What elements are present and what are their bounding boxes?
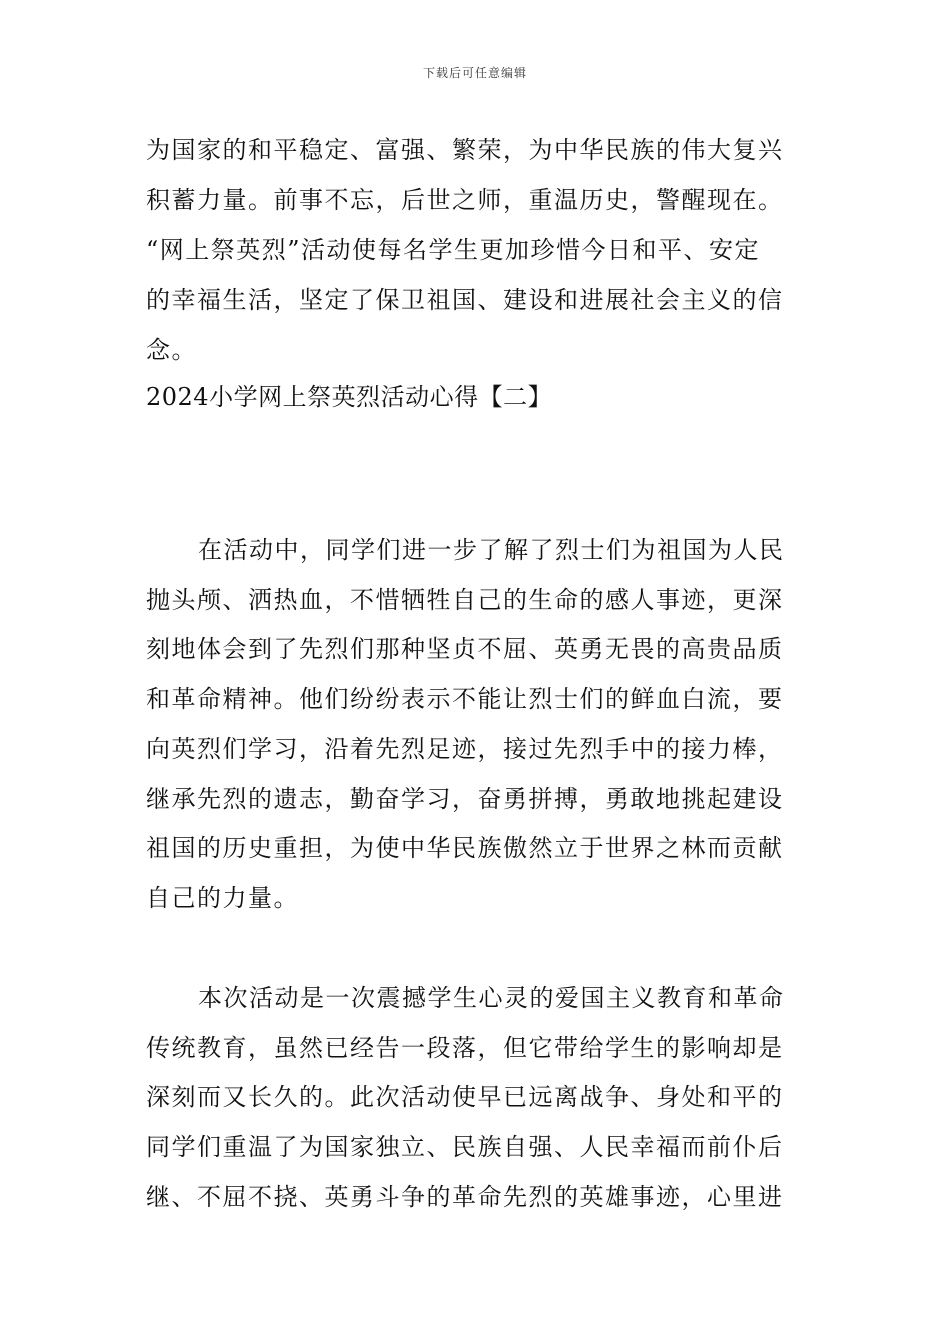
paragraph-line: 刻地体会到了先烈们那种坚贞不屈、英勇无畏的高贵品质 bbox=[146, 635, 784, 663]
paragraph-line: 深刻而又长久的。此次活动使早已远离战争、身处和平的 bbox=[146, 1083, 784, 1111]
paragraph-line: 祖国的历史重担，为使中华民族傲然立于世界之林而贡献 bbox=[146, 834, 784, 862]
paragraph-line: 继承先烈的遗志，勤奋学习，奋勇拼搏，勇敢地挑起建设 bbox=[146, 785, 784, 813]
paragraph-line: 自己的力量。 bbox=[146, 884, 299, 912]
paragraph-line: 本次活动是一次震撼学生心灵的爱国主义教育和革命 bbox=[198, 984, 785, 1012]
paragraph-line: 的幸福生活，坚定了保卫祖国、建设和进展社会主义的信 bbox=[146, 286, 784, 314]
paragraph-line: 和革命精神。他们纷纷表示不能让烈士们的鲜血白流，要 bbox=[146, 685, 784, 713]
paragraph-line: 传统教育，虽然已经告一段落，但它带给学生的影响却是 bbox=[146, 1034, 784, 1062]
paragraph-line: 为国家的和平稳定、富强、繁荣，为中华民族的伟大复兴 bbox=[146, 136, 784, 164]
paragraph-line: 积蓄力量。前事不忘，后世之师，重温历史，警醒现在。 bbox=[146, 186, 784, 214]
paragraph-line: 同学们重温了为国家独立、民族自强、人民幸福而前仆后 bbox=[146, 1133, 784, 1161]
paragraph-line: 念。 bbox=[146, 336, 197, 364]
paragraph-line: 向英烈们学习，沿着先烈足迹，接过先烈手中的接力棒， bbox=[146, 735, 784, 763]
section-title: 2024小学网上祭英烈活动心得【二】 bbox=[146, 383, 553, 411]
paragraph-line: 在活动中，同学们进一步了解了烈士们为祖国为人民 bbox=[198, 536, 785, 564]
paragraph-line: 继、不屈不挠、英勇斗争的革命先烈的英雄事迹，心里进 bbox=[146, 1183, 784, 1211]
paragraph-line: 抛头颅、洒热血，不惜牺牲自己的生命的感人事迹，更深 bbox=[146, 586, 784, 614]
paragraph-line: “网上祭英烈”活动使每名学生更加珍惜今日和平、安定 bbox=[146, 236, 761, 264]
page-header: 下载后可任意编辑 bbox=[422, 66, 527, 80]
